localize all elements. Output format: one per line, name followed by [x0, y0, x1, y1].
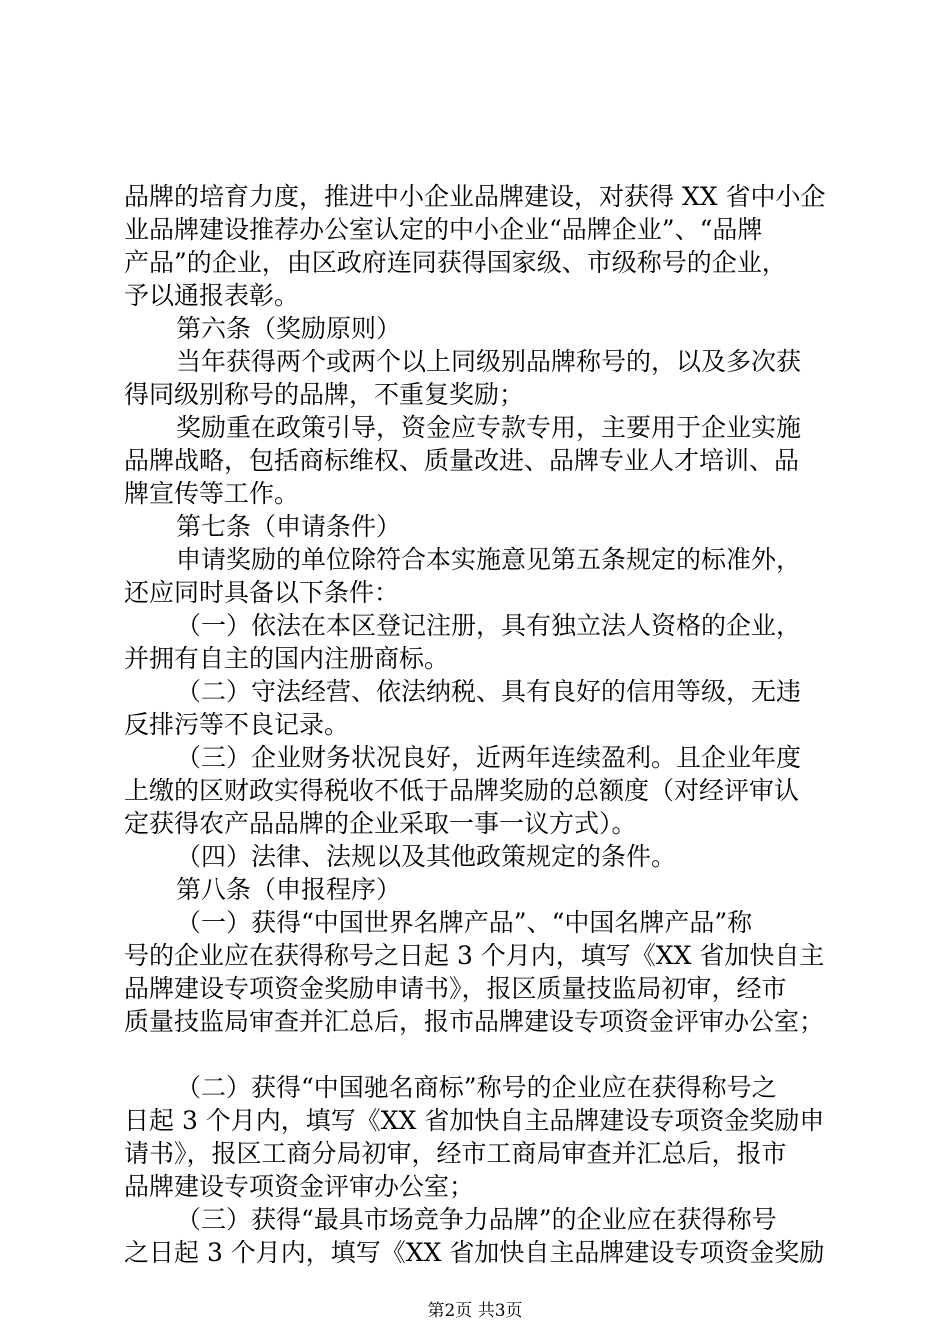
text-line: 当年获得两个或两个以上同级别品牌称号的，以及多次获 [176, 347, 802, 376]
text-line: 日起 3 个月内，填写《XX 省加快自主品牌建设专项资金奖励申 [124, 1106, 825, 1135]
text-line: 并拥有自主的国内注册商标。 [124, 644, 450, 673]
text-line: （二）守法经营、依法纳税、具有良好的信用等级，无违 [176, 677, 802, 706]
text-line: 请书》，报区工商分局初审，经市工商局审查并汇总后，报市 [124, 1139, 787, 1168]
text-line: 定获得农产品品牌的企业采取一事一议方式）。 [124, 809, 637, 838]
text-line: 予以通报表彰。 [124, 281, 300, 310]
text-line: （二）获得“中国驰名商标”称号的企业应在获得称号之 [176, 1073, 777, 1102]
section-heading: 第六条（奖励原则） [176, 314, 402, 343]
text-line: 牌宣传等工作。 [124, 479, 300, 508]
text-line: 还应同时具备以下条件： [124, 578, 400, 607]
text-line: 得同级别称号的品牌，不重复奖励； [124, 380, 525, 409]
section-heading: 第七条（申请条件） [176, 512, 402, 541]
text-line: 品牌的培育力度，推进中小企业品牌建设，对获得 XX 省中小企 [124, 182, 826, 211]
text-line: （一）获得“中国世界名牌产品”、“中国名牌产品”称 [176, 908, 753, 937]
text-line: （三）获得“最具市场竞争力品牌”的企业应在获得称号 [176, 1205, 777, 1234]
text-line: 申请奖励的单位除符合本实施意见第五条规定的标准外， [176, 545, 802, 574]
text-line: （一）依法在本区登记注册，具有独立法人资格的企业， [176, 611, 802, 640]
text-line: （四）法律、法规以及其他政策规定的条件。 [176, 842, 677, 871]
text-line: 业品牌建设推荐办公室认定的中小企业“品牌企业”、“品牌 [124, 215, 763, 244]
text-line: 之日起 3 个月内，填写《XX 省加快自主品牌建设专项资金奖励 [124, 1238, 825, 1267]
text-line: 反排污等不良记录。 [124, 710, 350, 739]
text-line: 质量技监局审查并汇总后，报市品牌建设专项资金评审办公室； [124, 1007, 825, 1036]
text-line: 品牌战略，包括商标维权、质量改进、品牌专业人才培训、品 [124, 446, 800, 475]
text-line: （三）企业财务状况良好，近两年连续盈利。且企业年度 [176, 743, 802, 772]
text-line: 上缴的区财政实得税收不低于品牌奖励的总额度（对经评审认 [124, 776, 800, 805]
text-line: 产品”的企业，由区政府连同获得国家级、市级称号的企业， [124, 248, 787, 277]
text-line: 奖励重在政策引导，资金应专款专用，主要用于企业实施 [176, 413, 802, 442]
text-line: 号的企业应在获得称号之日起 3 个月内，填写《XX 省加快自主 [124, 941, 825, 970]
text-line: 品牌建设专项资金评审办公室； [124, 1172, 475, 1201]
section-heading: 第八条（申报程序） [176, 875, 402, 904]
page-number-footer: 第2页 共3页 [427, 1301, 523, 1321]
text-line: 品牌建设专项资金奖励申请书》，报区质量技监局初审，经市 [124, 974, 787, 1003]
